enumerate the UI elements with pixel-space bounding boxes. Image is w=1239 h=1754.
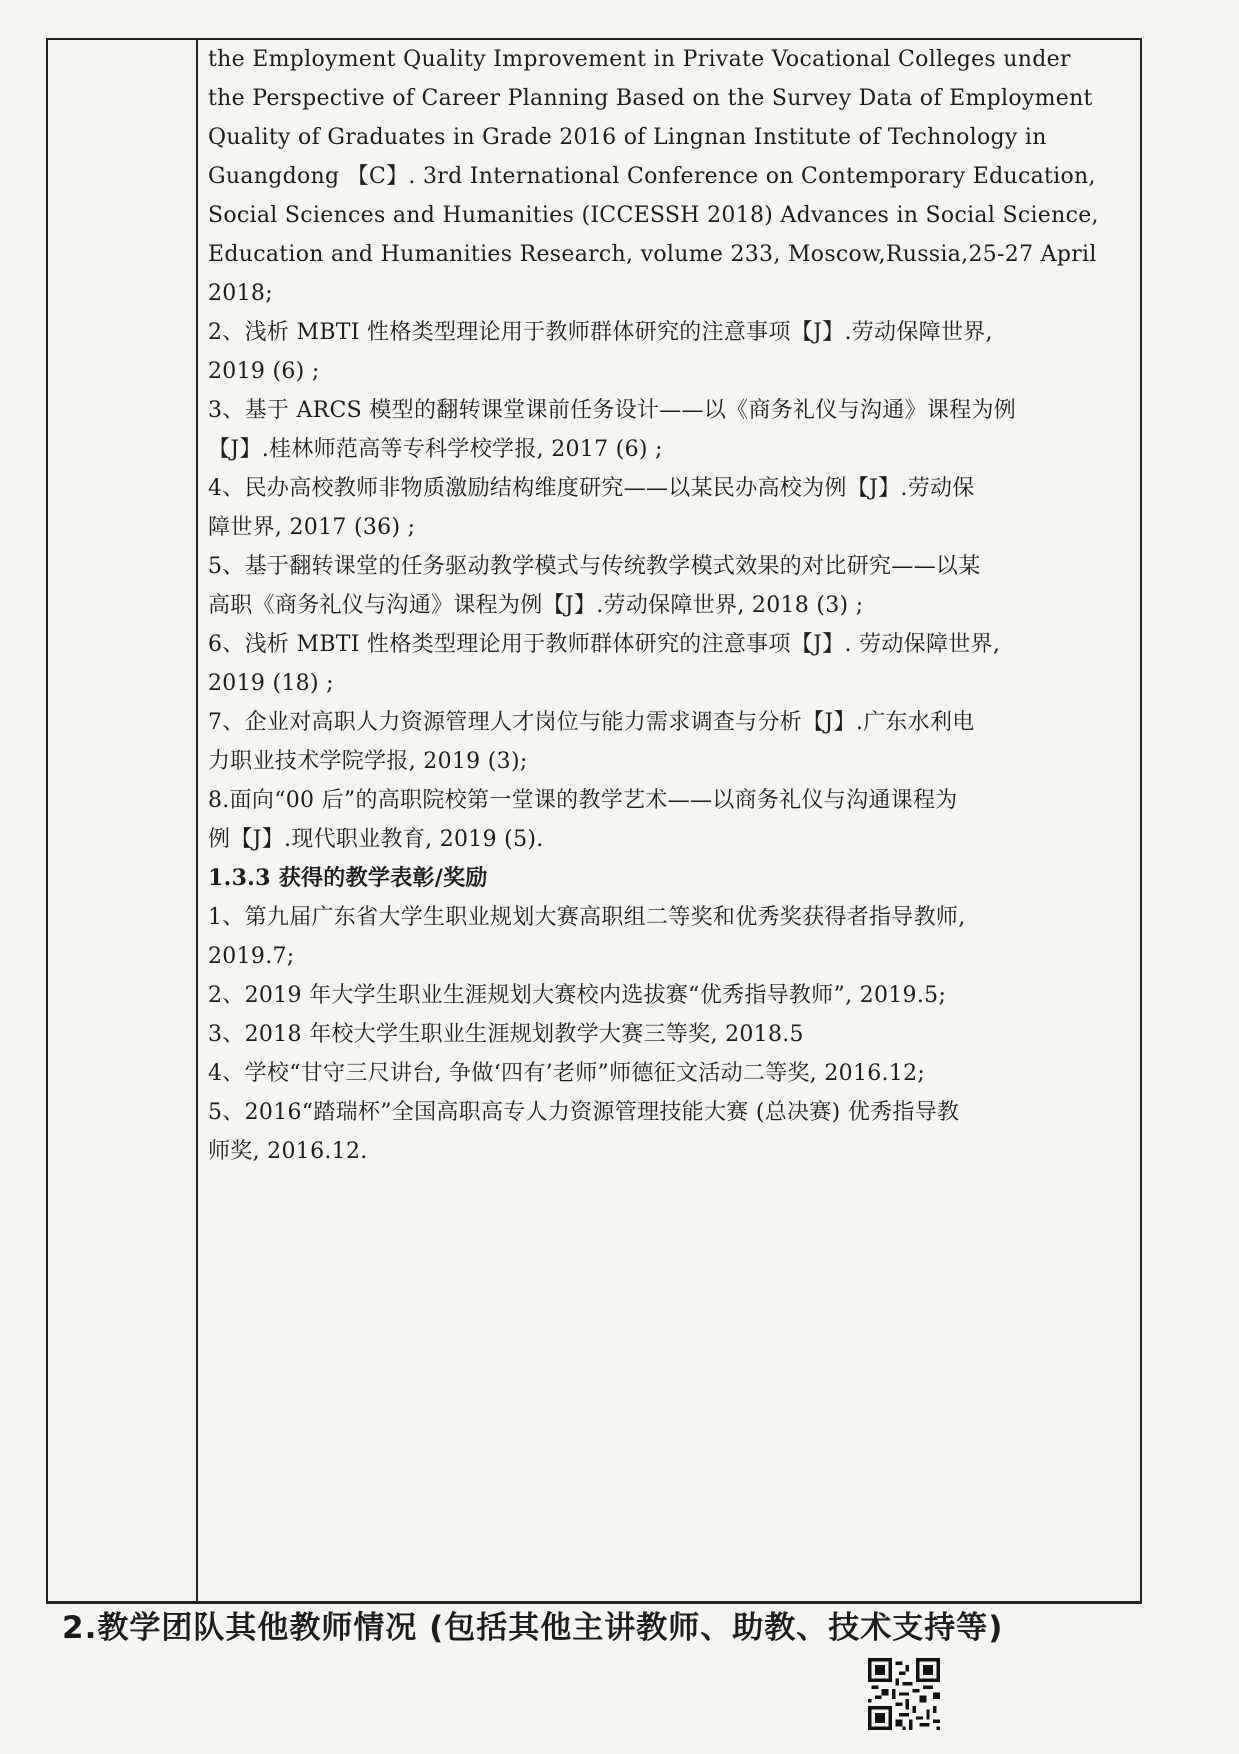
text-line: 6、浅析 MBTI 性格类型理论用于教师群体研究的注意事项【J】. 劳动保障世界, <box>208 632 1001 657</box>
text-line: 例【J】.现代职业教育, 2019 (5). <box>208 827 544 852</box>
text-line: 2018; <box>208 281 273 306</box>
label-cell <box>48 40 198 1601</box>
text-line: 2019 (6) ; <box>208 359 320 384</box>
text-line: 2、浅析 MBTI 性格类型理论用于教师群体研究的注意事项【J】.劳动保障世界, <box>208 320 993 345</box>
section-title: 2.教学团队其他教师情况 (包括其他主讲教师、助教、技术支持等) <box>62 1610 1004 1646</box>
text-line: 3、2018 年校大学生职业生涯规划教学大赛三等奖, 2018.5 <box>208 1022 804 1047</box>
text-line: 障世界, 2017 (36) ; <box>208 515 416 540</box>
text-line: 师奖, 2016.12. <box>208 1139 368 1164</box>
text-line: Social Sciences and Humanities (ICCESSH 2018) Advances in Social Science, <box>208 203 1099 228</box>
content-cell <box>208 40 1136 1171</box>
text-line: the Perspective of Career Planning Based on the Survey Data of Employment <box>208 86 1093 111</box>
text-line: Guangdong 【C】. 3rd International Conference on Contemporary Education, <box>208 164 1096 189</box>
text-line: Education and Humanities Research, volume 233, Moscow,Russia,25-27 April <box>208 242 1097 267</box>
text-line: 2、2019 年大学生职业生涯规划大赛校内选拔赛“优秀指导教师”, 2019.5; <box>208 983 947 1008</box>
text-line: 1.3.3 获得的教学表彰/奖励 <box>208 865 488 891</box>
text-line: 2019 (18) ; <box>208 671 334 696</box>
text-line: the Employment Quality Improvement in Private Vocational Colleges under <box>208 47 1071 72</box>
text-line: 5、2016“踏瑞杯”全国高职高专人力资源管理技能大赛 (总决赛) 优秀指导教 <box>208 1100 960 1125</box>
text-line: 3、基于 ARCS 模型的翻转课堂课前任务设计——以《商务礼仪与沟通》课程为例 <box>208 398 1017 423</box>
content-table <box>46 38 1142 1604</box>
text-line: 8.面向“00 后”的高职院校第一堂课的教学艺术——以商务礼仪与沟通课程为 <box>208 788 958 813</box>
text-line: 4、民办高校教师非物质激励结构维度研究——以某民办高校为例【J】.劳动保 <box>208 476 975 501</box>
qr-code-icon <box>868 1658 940 1730</box>
text-line: 力职业技术学院学报, 2019 (3); <box>208 749 528 774</box>
text-line: 高职《商务礼仪与沟通》课程为例【J】.劳动保障世界, 2018 (3) ; <box>208 593 864 618</box>
text-line: 7、企业对高职人力资源管理人才岗位与能力需求调查与分析【J】.广东水利电 <box>208 710 975 735</box>
text-line: Quality of Graduates in Grade 2016 of Lingnan Institute of Technology in <box>208 125 1047 150</box>
text-line: 5、基于翻转课堂的任务驱动教学模式与传统教学模式效果的对比研究——以某 <box>208 554 981 579</box>
text-line: 【J】.桂林师范高等专科学校学报, 2017 (6) ; <box>208 437 663 462</box>
text-line: 4、学校“甘守三尺讲台, 争做‘四有’老师”师德征文活动二等奖, 2016.12; <box>208 1061 926 1086</box>
text-line: 1、第九届广东省大学生职业规划大赛高职组二等奖和优秀奖获得者指导教师, <box>208 905 966 930</box>
text-line: 2019.7; <box>208 944 295 969</box>
